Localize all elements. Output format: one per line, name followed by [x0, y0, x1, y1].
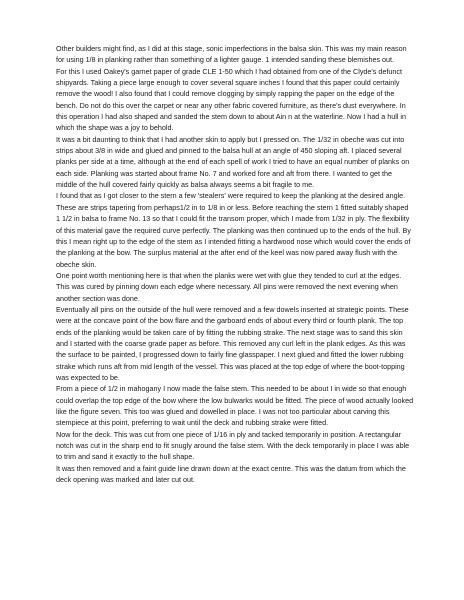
paragraph-3: It was a bit daunting to think that I had another skin to apply but I pressed on. The 1/32 in obeche was cut into strips about 3/8 in wide and glued and pinned to the balsa hull at an angle of 450 sloping aft. I placed several planks per side at a time, although at the end of each spell of work I tried to have an equal number of planks on each side. Planking was started about frame No. 7 and worked fore and aft from there. I wanted to get the middle of the hull covered fairly quickly as balsa always seems a bit fragile to me.: [56, 134, 410, 190]
paragraph-6: Eventually all pins on the outside of the hull were removed and a few dowels inserted at strategic points. These were at the concave point of the bow flare and the garboard ends of about every third or fourth plank. The top ends of the planking would be taken care of by fitting the rubbing strake. The next stage was to sand this skin and I started with the coarse grade paper as before. This removed any curl left in the plank edges. As this was the surface to be painted, I progressed down to fairly fine glasspaper. I next glued and fitted the lower rubbing strake which runs aft from mid length of the vessel. This was placed at the top edge of where the boot-topping was expected to be.: [56, 304, 409, 382]
paragraph-2: For this I used Oakey's garnet paper of grade CLE 1-50 which I had obtained from one of the Clyde's defunct shipyards. Taking a piece large enough to cover several square inches I found that this paper could certainly remove the wood! I also found that I could remove clogging by simply rapping the paper on the edge of the bench. Do not do this over the carpet or near any other fabric covered furniture, as there's dust everywhere. In this operation I had also shaped and sanded the stem down to about Ain n at the waterline. Now I had a hull in which the shape was a joy to behold.: [56, 66, 407, 133]
paragraph-9: It was then removed and a faint guide line drawn down at the exact centre. This was the datum from which the deck opening was marked and later cut out.: [56, 463, 406, 485]
paragraph-1: Other builders might find, as I did at this stage, sonic imperfections in the balsa skin. This was my main reason for using 1/8 in planking rather than something of a lighter gauge. 1 intended sanding these blemishes out.: [56, 44, 407, 65]
paragraph-8: Now for the deck. This was cut from one piece of 1/16 in ply and tacked temporarily in position. A rectangular notch was cut in the sharp end to fit snugly around the false stem. With the deck temporarily in place I was able to trim and sand it exactly to the hull shape.: [56, 429, 410, 462]
paragraph-5: One point worth mentioning here is that when the planks were wet with glue they tended to curl at the edges. This was cured by pinning down each edge where necessary. All pins were removed the next evening when another section was done.: [56, 270, 402, 303]
paragraph-4: I found that as I got closer to the stern a few 'stealers' were required to keep the planking at the desired angle. These are strips tapering from perhaps1/2 in to 1/8 in or less. Before reaching the stern 1 fitted suitably shaped 1 1/2 in balsa to frame No. 13 so that I could fit the transom proper, which I made from 1/32 in ply. The flexibility of this material gave the required curve perfectly. The planking was then continued up to the ends of the hull. By this I mean right up to the edge of the stem as I intended fitting a hardwood nose which would cover the ends of the planking at the bow. The surplus material at the after end of the keel was now pared away flush with the obeche skin.: [56, 191, 411, 269]
paragraph-7: From a piece of 1/2 in mahogany I now made the false stem. This needed to be about I in wide so that enough could overlap the top edge of the bow where the low bulwarks would be fitted. The piece of wood actually looked like the figure seven. This too was glued and dowelled in place. I was not too particular about carving this stempiece at this point, preferring to wait until the deck and rubbing strake were fitted.: [56, 384, 414, 428]
document-body: [56, 43, 414, 485]
